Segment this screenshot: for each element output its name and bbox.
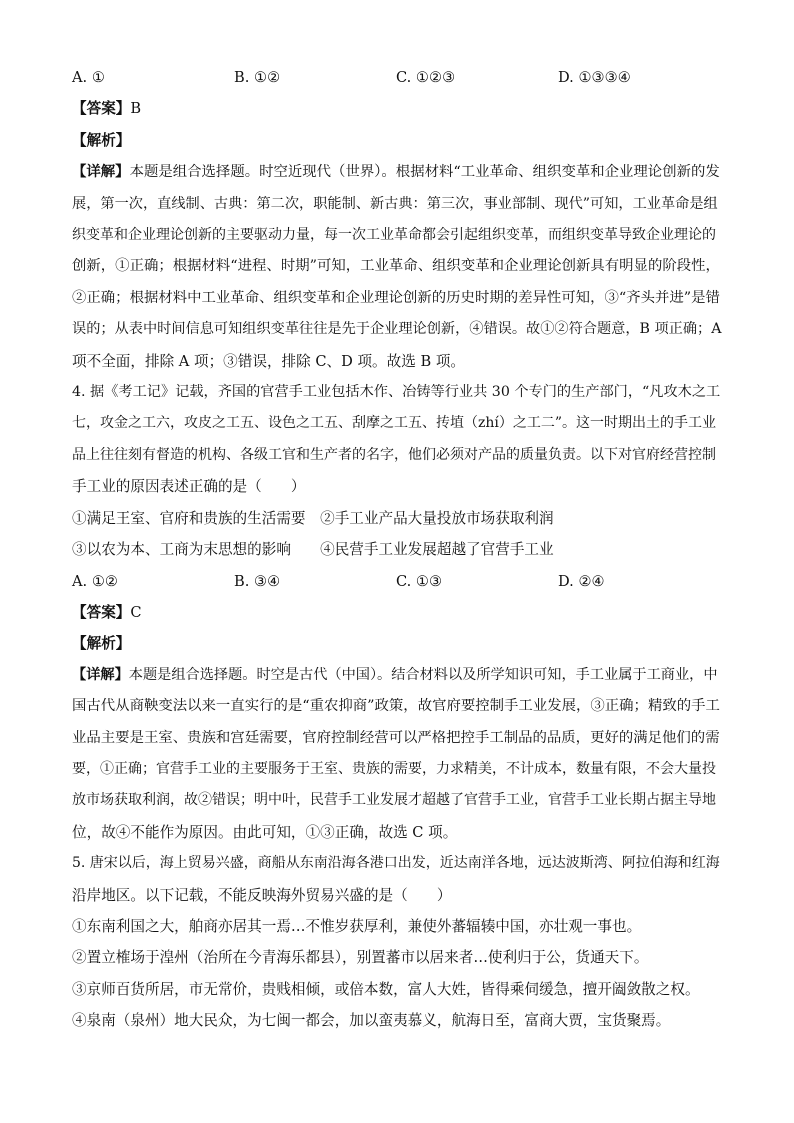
- detail-label: 【详解】: [72, 666, 129, 683]
- exam-content: [72, 62, 722, 1037]
- q3-detail-line: 展，第一次，直线制、古典：第二次，职能制、新古典：第三次，事业部制、现代”可知，工业革命是组: [72, 195, 718, 212]
- q3-detail-line: 【详解】本题是组合选择题。时空近现代（世界）。根据材料“工业革命、组织变革和企业理论创新的发: [72, 163, 720, 181]
- q3-options: [72, 62, 722, 93]
- q4-stem-line: 4. 据《考工记》记载，齐国的官营手工业包括木作、冶铸等行业共 30 个专门的生产部门，“凡攻木之工: [72, 384, 721, 401]
- q5-item: ③京师百货所居，市无常价，贵贱相倾，或倍本数，富人大姓，皆得乘伺缓急，擅开阖敛散之权。: [72, 980, 700, 998]
- q4-options: [72, 566, 722, 597]
- q3-option-a: A. ①: [72, 69, 105, 86]
- q4-item: ①满足王室、官府和贵族的生活需要 ②手工业产品大量投放市场获取利润: [72, 509, 554, 527]
- answer-value: C: [130, 603, 142, 621]
- q4-option-c: C. ①③: [396, 572, 443, 590]
- q4-detail-line: 【详解】本题是组合选择题。时空是古代（中国）。结合材料以及所学知识可知，手工业属于工商业，中: [72, 666, 718, 683]
- q4-stem-line: 手工业的原因表述正确的是（ ）: [72, 478, 306, 496]
- q4-detail-line: 位，故④不能作为原因。由此可知，①③正确，故选 C 项。: [72, 823, 458, 841]
- answer-label: 【答案】: [72, 100, 131, 118]
- q4-detail-line: 要，①正确；官营手工业的主要服务于王室、贵族的需要，力求精美，不计成本，数量有限，不会大量投: [72, 760, 716, 777]
- q3-answer: [72, 93, 722, 124]
- q3-detail-line: ②正确；根据材料中工业革命、组织变革和企业理论创新的历史时期的差异性可知，③“齐头并进”是错: [72, 289, 720, 306]
- q4-detail-line: 业品主要是王室、贵族和宫廷需要，官府控制经营可以严格把控手工制品的品质，更好的满足他们的需: [72, 729, 720, 746]
- detail-label: 【详解】: [72, 163, 130, 181]
- q4-option-d: D. ②④: [558, 572, 605, 590]
- q3-option-d: D. ①③③④: [558, 69, 631, 86]
- q4-detail-line: 放市场获取利润，故②错误；明中叶，民营手工业发展才超越了官营手工业，官营手工业长期占据主导地: [72, 792, 716, 809]
- q3-option-c: C. ①②③: [396, 69, 456, 86]
- q4-item: ③以农为本、工商为末思想的影响 ④民营手工业发展超越了官营手工业: [72, 541, 554, 559]
- q5-stem-line: 5. 唐宋以后，海上贸易兴盛，商船从东南沿海各港口出发，近达南洋各地，远达波斯湾、阿拉伯海和红海: [72, 855, 720, 872]
- q3-detail-line: 织变革和企业理论创新的主要驱动力量，每一次工业革命都会引起组织变革，而组织变革导致企业理论的: [72, 227, 716, 244]
- q5-item: ②置立榷场于湟州（治所在今青海乐都县），别置蕃市以居来者…使利归于公，货通天下。: [72, 949, 649, 967]
- q4-stem-line: 七，攻金之工六，攻皮之工五、设色之工五、刮摩之工五、抟埴（zhí）之工二”。这一时期出土的手工业: [72, 415, 717, 432]
- q3-detail-line: 误的；从表中时间信息可知组织变革往往是先于企业理论创新，④错误。故①②符合题意，B 项正确；A: [72, 321, 722, 338]
- q4-stem-line: 品上往往刻有督造的机构、各级工官和生产者的名字，他们必须对产品的质量负责。以下对官府经营控制: [72, 446, 716, 463]
- answer-value: B: [130, 100, 142, 118]
- q5-item: ④泉南（泉州）地大民众，为七闽一都会，加以蛮夷慕义，航海日至，富商大贾，宝货聚焉。: [72, 1012, 671, 1030]
- q4-answer: [72, 597, 722, 628]
- answer-label: 【答案】: [72, 603, 131, 621]
- q3-detail-line: 创新，①正确；根据材料“进程、时期”可知，工业革命、组织变革和企业理论创新具有明显的阶段性，: [72, 258, 720, 275]
- q3-analysis-label: 【解析】: [72, 131, 131, 149]
- q4-option-a: A. ①②: [72, 572, 118, 590]
- q3-option-b: B. ①②: [234, 69, 281, 86]
- q4-option-b: B. ③④: [234, 572, 281, 590]
- q4-detail-line: 国古代从商鞅变法以来一直实行的是“重农抑商”政策，故官府要控制手工业发展，③正确；精致的手工: [72, 698, 720, 715]
- q3-detail-line: 项不全面，排除 A 项；③错误，排除 C、D 项。故选 B 项。: [72, 352, 466, 370]
- q5-item: ①东南利国之大，舶商亦居其一焉…不惟岁获厚利，兼使外蕃辐辏中国，亦壮观一事也。: [72, 917, 642, 935]
- q5-stem-line: 沿岸地区。以下记载，不能反映海外贸易兴盛的是（ ）: [72, 886, 452, 904]
- q4-analysis-label: 【解析】: [72, 635, 131, 653]
